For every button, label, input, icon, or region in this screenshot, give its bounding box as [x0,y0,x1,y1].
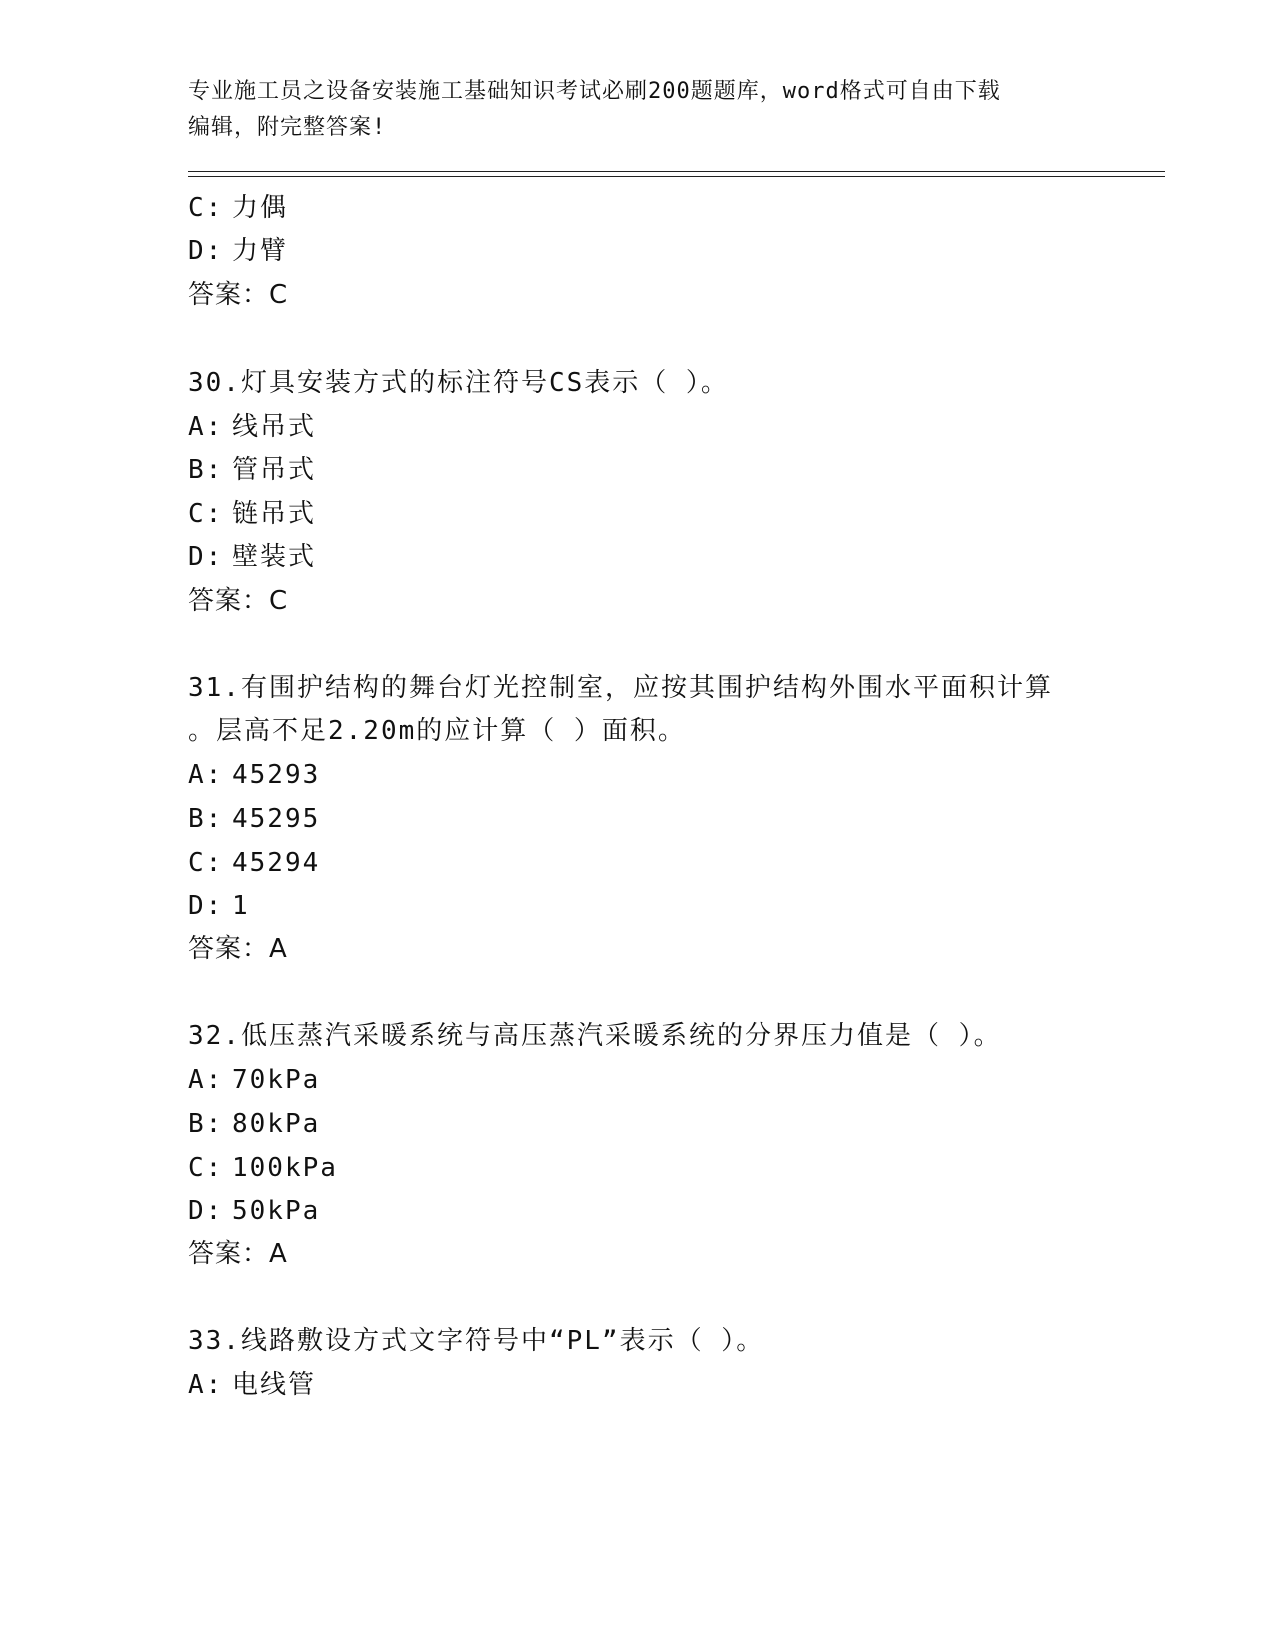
option-item: A: 45293 [188,760,321,790]
option-item: B: 管吊式 [188,455,317,485]
header-rule-top [188,171,1165,172]
option-item: C: 链吊式 [188,499,317,529]
option-item: A: 电线管 [188,1370,317,1400]
question-stem: 30.灯具安装方式的标注符号CS表示（ ）。 [188,368,729,398]
option-item: B: 45295 [188,804,321,834]
option-item: C: 力偶 [188,193,289,223]
answer-label: 答案：A [188,934,288,964]
option-item: D: 力臂 [188,236,289,266]
answer-label: 答案：C [188,586,289,616]
option-item: D: 50kPa [188,1196,321,1226]
document-header [188,74,1068,146]
question-stem: 32.低压蒸汽采暖系统与高压蒸汽采暖系统的分界压力值是（ ）。 [188,1021,1002,1051]
option-item: A: 线吊式 [188,412,317,442]
option-item: C: 45294 [188,848,321,878]
question-stem-continued: 。层高不足2.20m的应计算（ ）面积。 [188,716,686,746]
question-stem: 31.有围护结构的舞台灯光控制室，应按其围护结构外围水平面积计算 [188,673,1053,703]
question-stem: 33.线路敷设方式文字符号中“PL”表示（ ）。 [188,1326,765,1356]
header-line-1: 专业施工员之设备安装施工基础知识考试必刷200题题库，word格式可自由下载 [188,79,1001,104]
answer-label: 答案：C [188,280,289,310]
option-item: C: 100kPa [188,1153,338,1183]
header-line-2: 编辑，附完整答案! [188,115,387,140]
answer-label: 答案：A [188,1239,288,1269]
header-rule-bottom [188,176,1165,177]
option-item: D: 壁装式 [188,542,317,572]
option-item: A: 70kPa [188,1065,321,1095]
option-item: B: 80kPa [188,1109,321,1139]
option-item: D: 1 [188,891,250,921]
